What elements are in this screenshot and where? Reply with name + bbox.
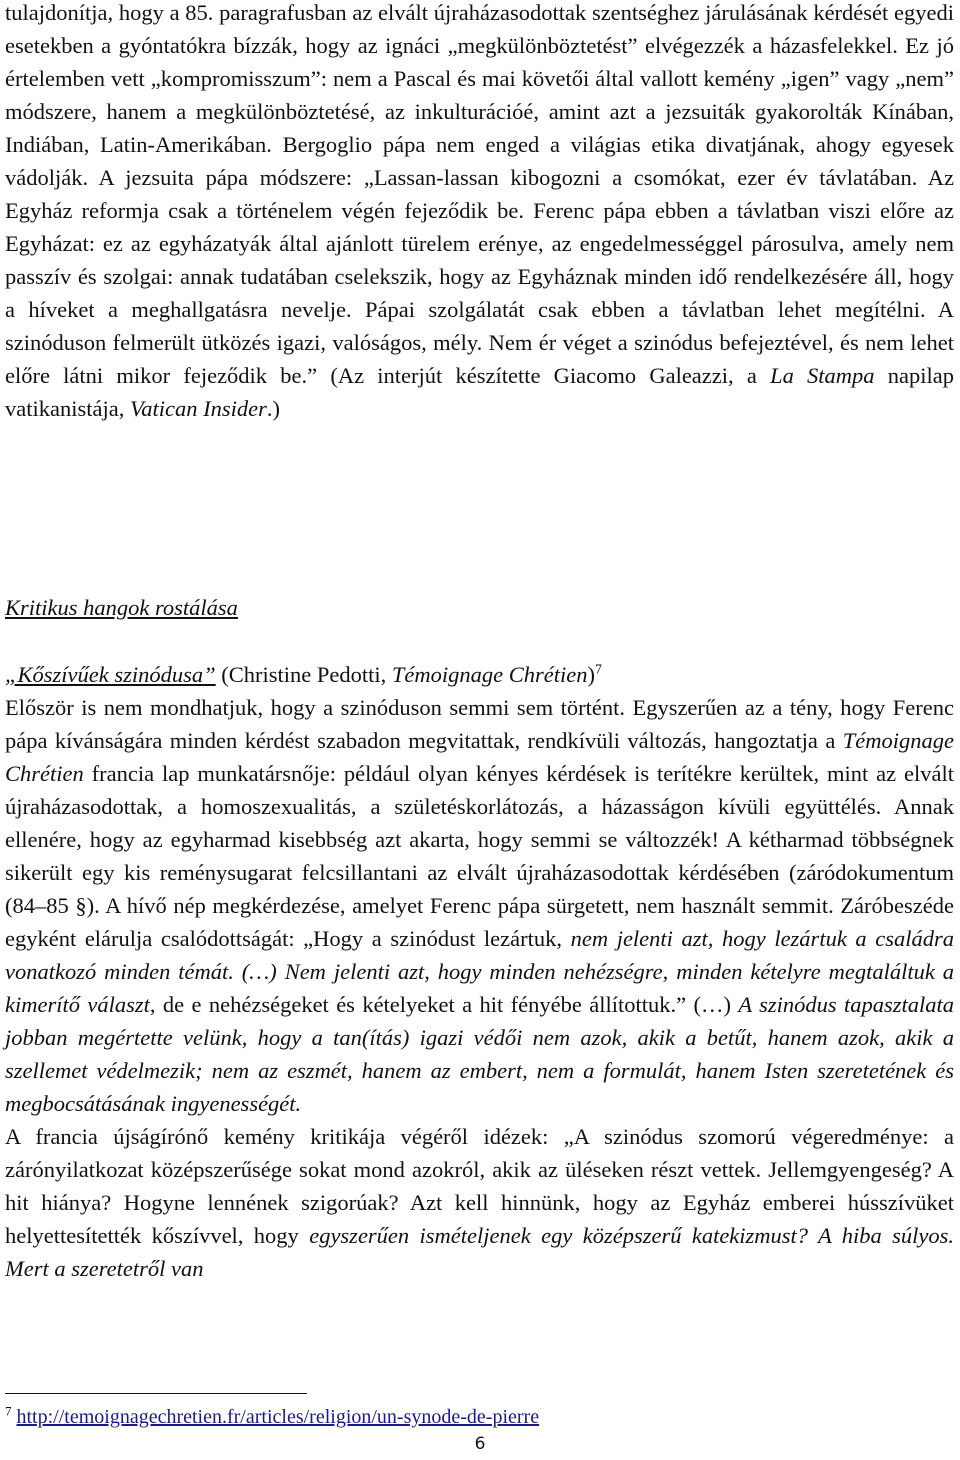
footnote-reference[interactable]: 7 <box>595 662 603 678</box>
footnote-link[interactable]: http://temoignagechretien.fr/articles/religion/un-synode-de-pierre <box>16 1406 540 1428</box>
paragraph-text: Először is nem mondhatjuk, hogy a szinóduson semmi sem történt. Egyszerűen az a tény, hogy Ferenc pápa kívánságára minden kérdést szabadon megvitattak, rendkívüli változás, hangoztatja a <box>5 695 954 753</box>
italic-text: Témoignage Chrétien <box>5 728 954 786</box>
paragraph-text: A francia újságírónő kemény kritikája végéről idézek: „A szinódus szomorú végeredménye: a zárónyilatkozat középszerűsége sokat mond azokról, akik az üléseken részt vettek. Jellemgyengeség? A hit hiánya? Hogyne lennének szigorúak? Azt kell hinnünk, hogy az Egyház emberei hússzívüket helyettesítették kőszívvel, hogy <box>5 1124 954 1248</box>
article-title: „Kőszívűek szinódusa” <box>5 662 216 687</box>
italic-text-vatican-insider: Vatican Insider <box>129 396 267 421</box>
body-paragraph-2 <box>5 658 954 1285</box>
footnote <box>5 1403 539 1431</box>
article-author-close: ) <box>587 662 596 687</box>
italic-quote: nem jelenti azt, hogy lezártuk a családra vonatkozó minden témát. (…) Nem jelenti azt, hogy minden nehézségre, minden kételyre megtaláltuk a kimerítő választ <box>5 926 954 1017</box>
section-heading: Kritikus hangok rostálása <box>5 595 238 620</box>
italic-text-la-stampa: La Stampa <box>770 363 875 388</box>
body-paragraph-1 <box>5 0 954 425</box>
footnote-separator <box>5 1393 307 1394</box>
page-number: 6 <box>474 1434 486 1454</box>
article-author: (Christine Pedotti, <box>215 662 392 687</box>
italic-quote: A szinódus tapasztalata jobban megértette velünk, hogy a tan(ítás) igazi védői nem azok, akik a betűt, hanem azok, akik a szellemet védelmezik; nem az eszmét, hanem az embert, nem a formulát, hanem Isten szeretetének és megbocsátásának ingyenességét. <box>5 992 955 1116</box>
italic-quote: egyszerűen ismételjenek egy középszerű katekizmust? A hiba súlyos. Mert a szeretetről van <box>5 1223 954 1281</box>
paragraph-text: napilap vatikanistája, <box>5 363 954 421</box>
paragraph-text: , de e nehézségeket és kételyeket a hit fényébe állítottuk.” (…) <box>149 992 739 1017</box>
journal-name: Témoignage Chrétien <box>391 662 588 687</box>
footnote-number: 7 <box>5 1403 12 1419</box>
paragraph-text: .) <box>266 396 280 421</box>
paragraph-text: tulajdonítja, hogy a 85. paragrafusban az elvált újraházasodottak szentséghez járulásának kérdését egyedi esetekben a gyóntatókra bízzák, hogy az ignáci „megkülönböztetést” elvégezzék a házasfelekkel. Ez jó értelemben vett „kompromisszum”: nem a Pascal és mai követői által vallott kemény „igen” vagy „nem” módszere, hanem a megkülönböztetésé, az inkulturációé, amint azt a jezsuiták gyakorolták Kínában, Indiában, Latin-Amerikában. Bergoglio pápa nem enged a világias etika divatjának, ahogy egyesek vádolják. A jezsuita pápa módszere: „Lassan-lassan kibogozni a csomókat, ezer év távlatában. Az Egyház reformja csak a történelem végén fejeződik be. Ferenc pápa ebben a távlatban viszi előre az Egyházat: ez az egyházatyák által ajánlott türelem erénye, az engedelmességgel párosulva, amely nem passzív és szolgai: annak tudatában cselekszik, hogy az Egyháznak minden idő rendelkezésére áll, hogy a híveket a meghallgatásra nevelje. Pápai szolgálatát csak ebben a távlatban lehet megítélni. A szinóduson felmerült ütközés igazi, valóságos, mély. Nem ér véget a szinódus befejeztével, és nem lehet előre látni mikor fejeződik be.” (Az interjút készítette Giacomo Galeazzi, a <box>5 0 954 388</box>
paragraph-text: francia lap munkatársnője: például olyan kényes kérdések is terítékre kerültek, mint az elvált újraházasodottak, a homoszexualitás, a születéskorlátozás, a házasságon kívüli együttélés. Annak ellenére, hogy az egyharmad kisebbség azt akarta, hogy semmi se változzék! A kétharmad többségnek sikerült egy kis reménysugarat felcsillantani az elvált újraházasodottak kérdésében (záródokumentum (84–85 §). A hívő nép megkérdezése, amelyet Ferenc pápa sürgetett, nem használt semmit. Záróbeszéde egyként elárulja csalódottságát: „Hogy a szinódust lezártuk, <box>5 761 954 951</box>
